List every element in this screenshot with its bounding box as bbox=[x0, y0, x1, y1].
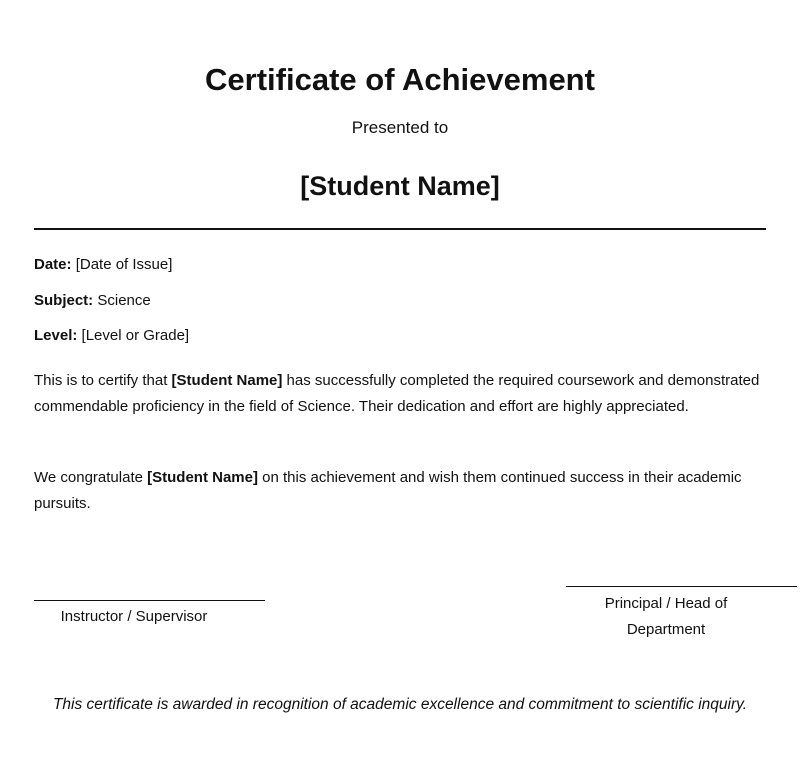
presented-to-text: Presented to bbox=[351, 118, 449, 137]
p2-student-name: [Student Name] bbox=[147, 469, 258, 486]
certification-paragraph bbox=[34, 368, 764, 419]
subject-value: Science bbox=[97, 292, 151, 309]
subject-label: Subject: bbox=[34, 292, 94, 309]
certificate-title: Certificate of Achievement bbox=[205, 62, 595, 97]
p1-text-after: has successfully completed the required coursework and demonstrated commendable proficiency in the field of Science. Their dedication and effort are highly appreciated. bbox=[34, 372, 760, 415]
date-label: Date: bbox=[34, 256, 72, 273]
principal-signature-label: Principal / Head of Department bbox=[604, 595, 728, 638]
p1-text-before: This is to certify that bbox=[34, 372, 172, 389]
instructor-signature-label: Instructor / Supervisor bbox=[60, 608, 208, 625]
p2-text-before: We congratulate bbox=[34, 469, 148, 486]
principal-signature-line bbox=[566, 586, 797, 587]
congratulation-paragraph bbox=[34, 465, 764, 516]
date-field bbox=[34, 255, 172, 275]
header-divider bbox=[34, 228, 766, 230]
date-value: [Date of Issue] bbox=[75, 256, 173, 273]
student-name-heading: [Student Name] bbox=[300, 171, 500, 201]
level-value: [Level or Grade] bbox=[81, 327, 190, 344]
p1-student-name: [Student Name] bbox=[171, 372, 283, 389]
footer-note: This certificate is awarded in recognition of academic excellence and commitment to scientific inquiry. bbox=[52, 696, 748, 713]
level-field bbox=[34, 326, 189, 346]
p2-text-after: on this achievement and wish them continued success in their academic pursuits. bbox=[34, 469, 742, 512]
subject-field bbox=[34, 291, 151, 311]
level-label: Level: bbox=[34, 327, 78, 344]
instructor-signature-line bbox=[34, 600, 265, 601]
